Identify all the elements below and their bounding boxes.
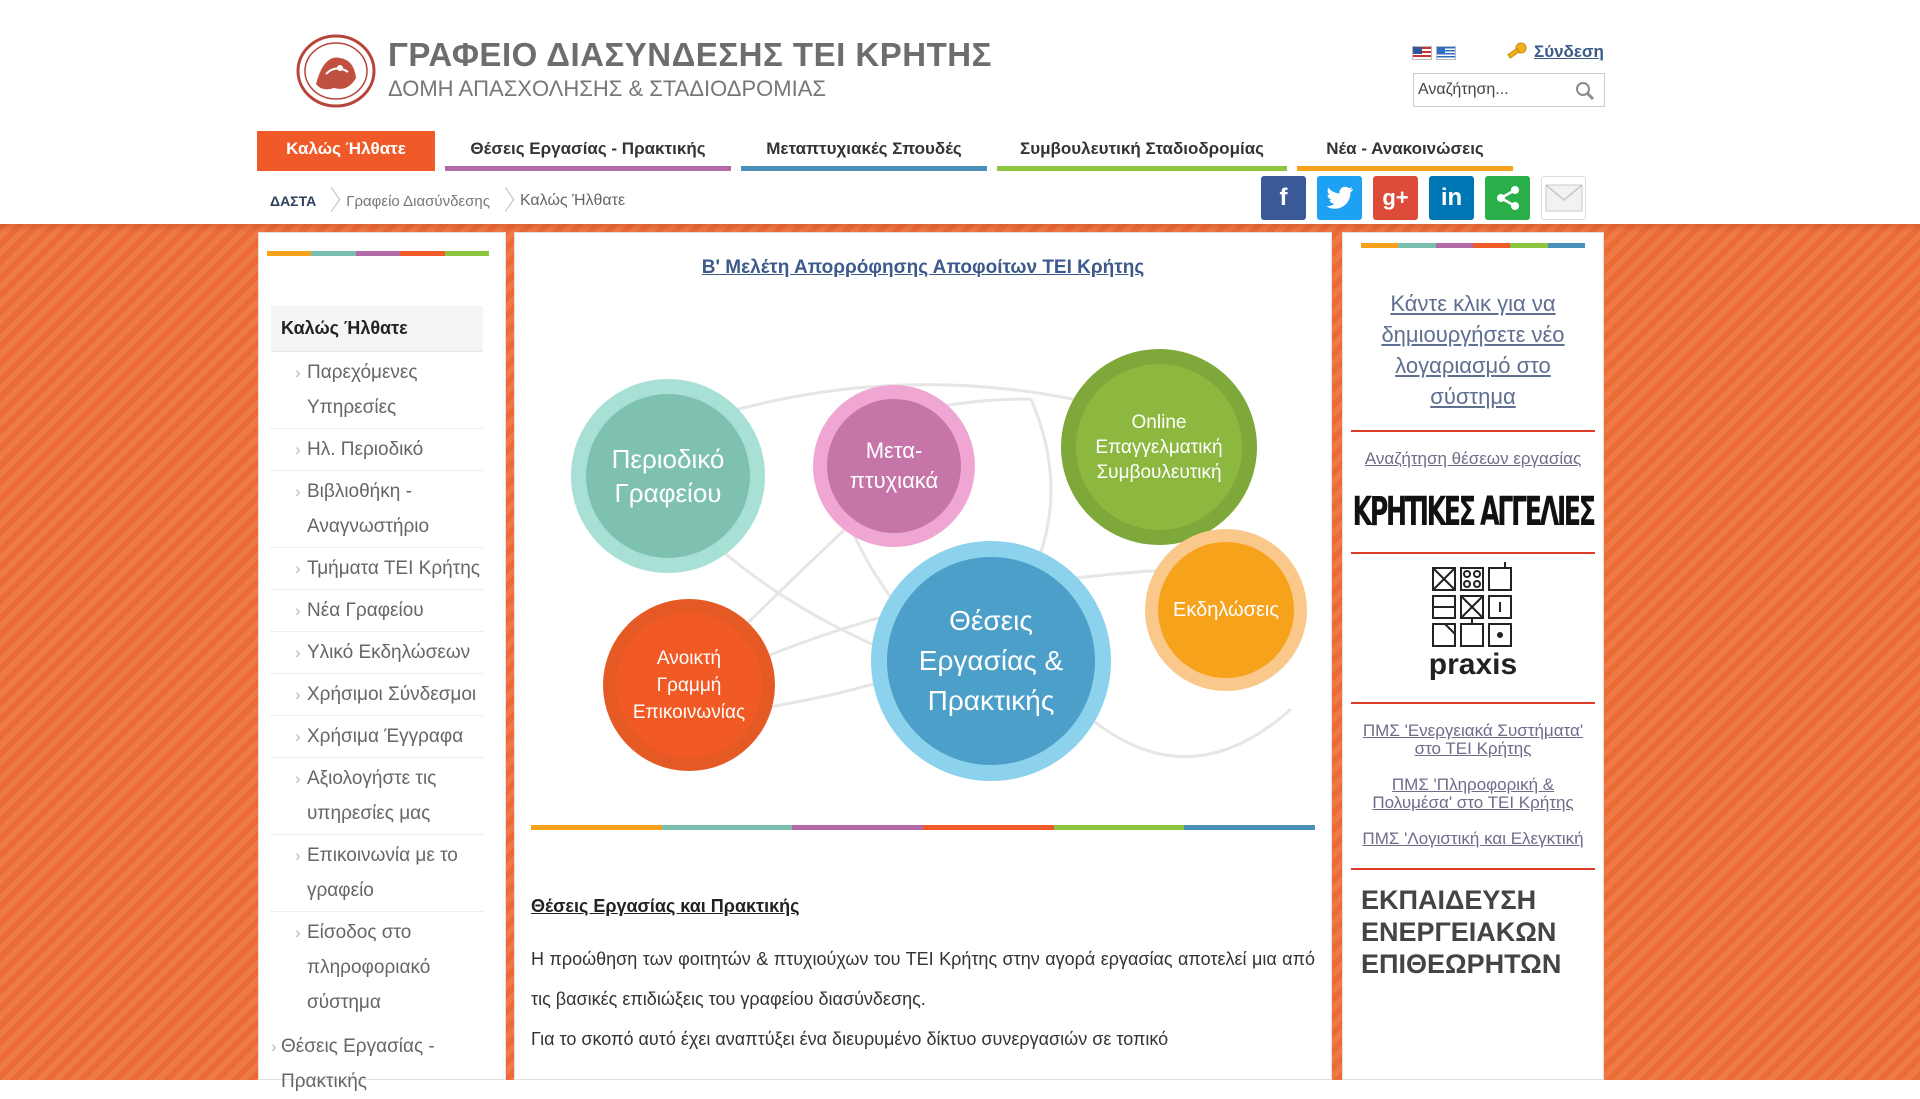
- facebook-glyph: f: [1279, 184, 1288, 211]
- linkedin-glyph: in: [1440, 184, 1463, 211]
- bubble-postgraduate[interactable]: [813, 385, 975, 547]
- social-share-bar: [1261, 176, 1586, 220]
- bubble-events[interactable]: [1145, 529, 1307, 691]
- kritikes-aggelies-text: ΚΡΗΤΙΚΕΣ ΑΓΓΕΛΙΕΣ: [1352, 488, 1594, 536]
- linkedin-icon[interactable]: [1429, 176, 1474, 220]
- pms-informatics-link[interactable]: ΠΜΣ 'Πληροφορική & Πολυμέσα' στο ΤΕΙ Κρήτης: [1372, 775, 1574, 812]
- twitter-icon[interactable]: [1317, 176, 1362, 220]
- english-flag-icon[interactable]: [1412, 46, 1432, 60]
- menu-item[interactable]: › Αξιολογήστε τις υπηρεσίες μας: [271, 758, 483, 835]
- menu-item[interactable]: › Είσοδος στο πληροφοριακό σύστημα: [271, 912, 483, 1023]
- study-link[interactable]: Β' Μελέτη Απορρόφησης Αποφοίτων ΤΕΙ Κρήτης: [701, 257, 1145, 278]
- breadcrumb-separator: [324, 186, 338, 216]
- key-icon: [1506, 42, 1528, 62]
- main-nav: [257, 131, 1523, 171]
- color-strip: [1361, 243, 1585, 248]
- tei-crete-logo[interactable]: [296, 34, 376, 108]
- bubble-postgraduate-label: Μετα-πτυχιακά: [827, 399, 961, 533]
- pms-accounting-link[interactable]: ΠΜΣ 'Λογιστική και Ελεγκτική: [1362, 829, 1584, 848]
- color-strip: [267, 251, 489, 256]
- search-box: [1413, 73, 1605, 107]
- bubble-hotline[interactable]: [603, 599, 775, 771]
- facebook-icon[interactable]: [1261, 176, 1306, 220]
- site-subtitle: ΔΟΜΗ ΑΠΑΣΧΟΛΗΣΗΣ & ΣΤΑΔΙΟΔΡΟΜΙΑΣ: [388, 76, 826, 101]
- menu-item[interactable]: › Βιβλιοθήκη - Αναγνωστήριο: [271, 471, 483, 548]
- intro-paragraph: Η προώθηση των φοιτητών & πτυχιούχων του ΤΕΙ Κρήτης στην αγορά εργασίας αποτελεί μια από τις βασικές επιδιώξεις του γραφείου διασύνδεσης.: [531, 949, 1315, 1009]
- praxis-logo[interactable]: [1361, 562, 1585, 682]
- breadcrumb-parent[interactable]: Γραφείο Διασύνδεσης: [346, 192, 490, 210]
- greek-flag-icon[interactable]: [1436, 46, 1456, 60]
- bubble-events-label: Εκδηλώσεις: [1158, 542, 1294, 678]
- menu-item[interactable]: › Νέα Γραφείου: [271, 590, 483, 632]
- divider: [1351, 430, 1595, 432]
- menu-heading[interactable]: Καλώς Ήλθατε: [271, 306, 483, 352]
- divider: [1351, 552, 1595, 554]
- menu-item[interactable]: › Χρήσιμα Έγγραφα: [271, 716, 483, 758]
- menu-item[interactable]: › Χρήσιμοι Σύνδεσμοι: [271, 674, 483, 716]
- login-label[interactable]: Σύνδεση: [1534, 42, 1604, 61]
- intro-paragraph-2: Για το σκοπό αυτό έχει αναπτύξει ένα διευρυμένο δίκτυο συνεργασιών σε τοπικό: [531, 1029, 1169, 1049]
- services-diagram: [531, 279, 1317, 819]
- praxis-grid-icon: [1423, 562, 1523, 652]
- email-icon[interactable]: [1541, 176, 1586, 220]
- bubble-online-counseling-label: Online Επαγγελματική Συμβουλευτική: [1076, 364, 1242, 530]
- site-title: ΓΡΑΦΕΙΟ ΔΙΑΣΥΝΔΕΣΗΣ ΤΕΙ ΚΡΗΤΗΣ: [388, 36, 992, 73]
- google-plus-glyph: g+: [1382, 185, 1409, 210]
- praxis-text: praxis: [1428, 648, 1518, 681]
- search-jobs-link[interactable]: Αναζήτηση θέσεων εργασίας: [1364, 449, 1582, 468]
- kritikes-aggelies-logo[interactable]: [1352, 486, 1594, 538]
- breadcrumb-separator: [498, 186, 512, 216]
- nav-welcome[interactable]: Καλώς Ήλθατε: [257, 131, 435, 171]
- menu-section-jobs[interactable]: › Θέσεις Εργασίας - Πρακτικής: [271, 1023, 483, 1099]
- bubble-jobs-label: Θέσεις Εργασίας & Πρακτικής: [887, 557, 1095, 765]
- breadcrumb: [270, 186, 625, 216]
- nav-news[interactable]: Νέα - Ανακοινώσεις: [1297, 131, 1513, 171]
- bubble-periodical[interactable]: [571, 379, 765, 573]
- color-divider: [531, 825, 1315, 830]
- breadcrumb-home[interactable]: ΔΑΣΤΑ: [270, 193, 317, 209]
- search-icon[interactable]: [1574, 80, 1596, 102]
- pms-energy-link[interactable]: ΠΜΣ 'Ενεργειακά Συστήματα' στο ΤΕΙ Κρήτης: [1362, 721, 1584, 758]
- search-input[interactable]: [1414, 75, 1574, 105]
- bubble-hotline-label: Ανοικτή Γραμμή Επικοινωνίας: [616, 612, 762, 758]
- left-sidebar: [258, 232, 506, 1092]
- share-icon[interactable]: [1485, 176, 1530, 220]
- menu-item[interactable]: › Τμήματα ΤΕΙ Κρήτης: [271, 548, 483, 590]
- language-selector: [1412, 46, 1456, 60]
- menu-item[interactable]: › Ηλ. Περιοδικό: [271, 429, 483, 471]
- left-menu: [259, 256, 505, 1099]
- bubble-jobs[interactable]: [871, 541, 1111, 781]
- energy-inspectors-banner[interactable]: ΕΚΠΑΙΔΕΥΣΗ ΕΝΕΡΓΕΙΑΚΩΝ ΕΠΙΘΕΩΡΗΤΩΝ: [1361, 885, 1562, 979]
- divider: [1351, 868, 1595, 870]
- breadcrumb-current: Καλώς Ήλθατε: [519, 192, 626, 209]
- menu-item[interactable]: › Επικοινωνία με το γραφείο: [271, 835, 483, 912]
- menu-item[interactable]: › Υλικό Εκδηλώσεων: [271, 632, 483, 674]
- bubble-online-counseling[interactable]: [1061, 349, 1257, 545]
- nav-postgraduate[interactable]: Μεταπτυχιακές Σπουδές: [741, 131, 987, 171]
- nav-jobs[interactable]: Θέσεις Εργασίας - Πρακτικής: [445, 131, 731, 171]
- create-account-link[interactable]: Κάντε κλικ για να δημιουργήσετε νέο λογαριασμό στο σύστημα: [1381, 291, 1565, 409]
- right-sidebar: [1342, 232, 1604, 1080]
- bubble-periodical-label: Περιοδικό Γραφείου: [586, 394, 750, 558]
- login-link[interactable]: [1506, 42, 1604, 62]
- divider: [1351, 702, 1595, 704]
- google-plus-icon[interactable]: [1373, 176, 1418, 220]
- nav-career-counseling[interactable]: Συμβουλευτική Σταδιοδρομίας: [997, 131, 1287, 171]
- section-title: Θέσεις Εργασίας και Πρακτικής: [531, 896, 800, 916]
- main-content: [514, 232, 1332, 1080]
- menu-item[interactable]: › Παρεχόμενες Υπηρεσίες: [271, 352, 483, 429]
